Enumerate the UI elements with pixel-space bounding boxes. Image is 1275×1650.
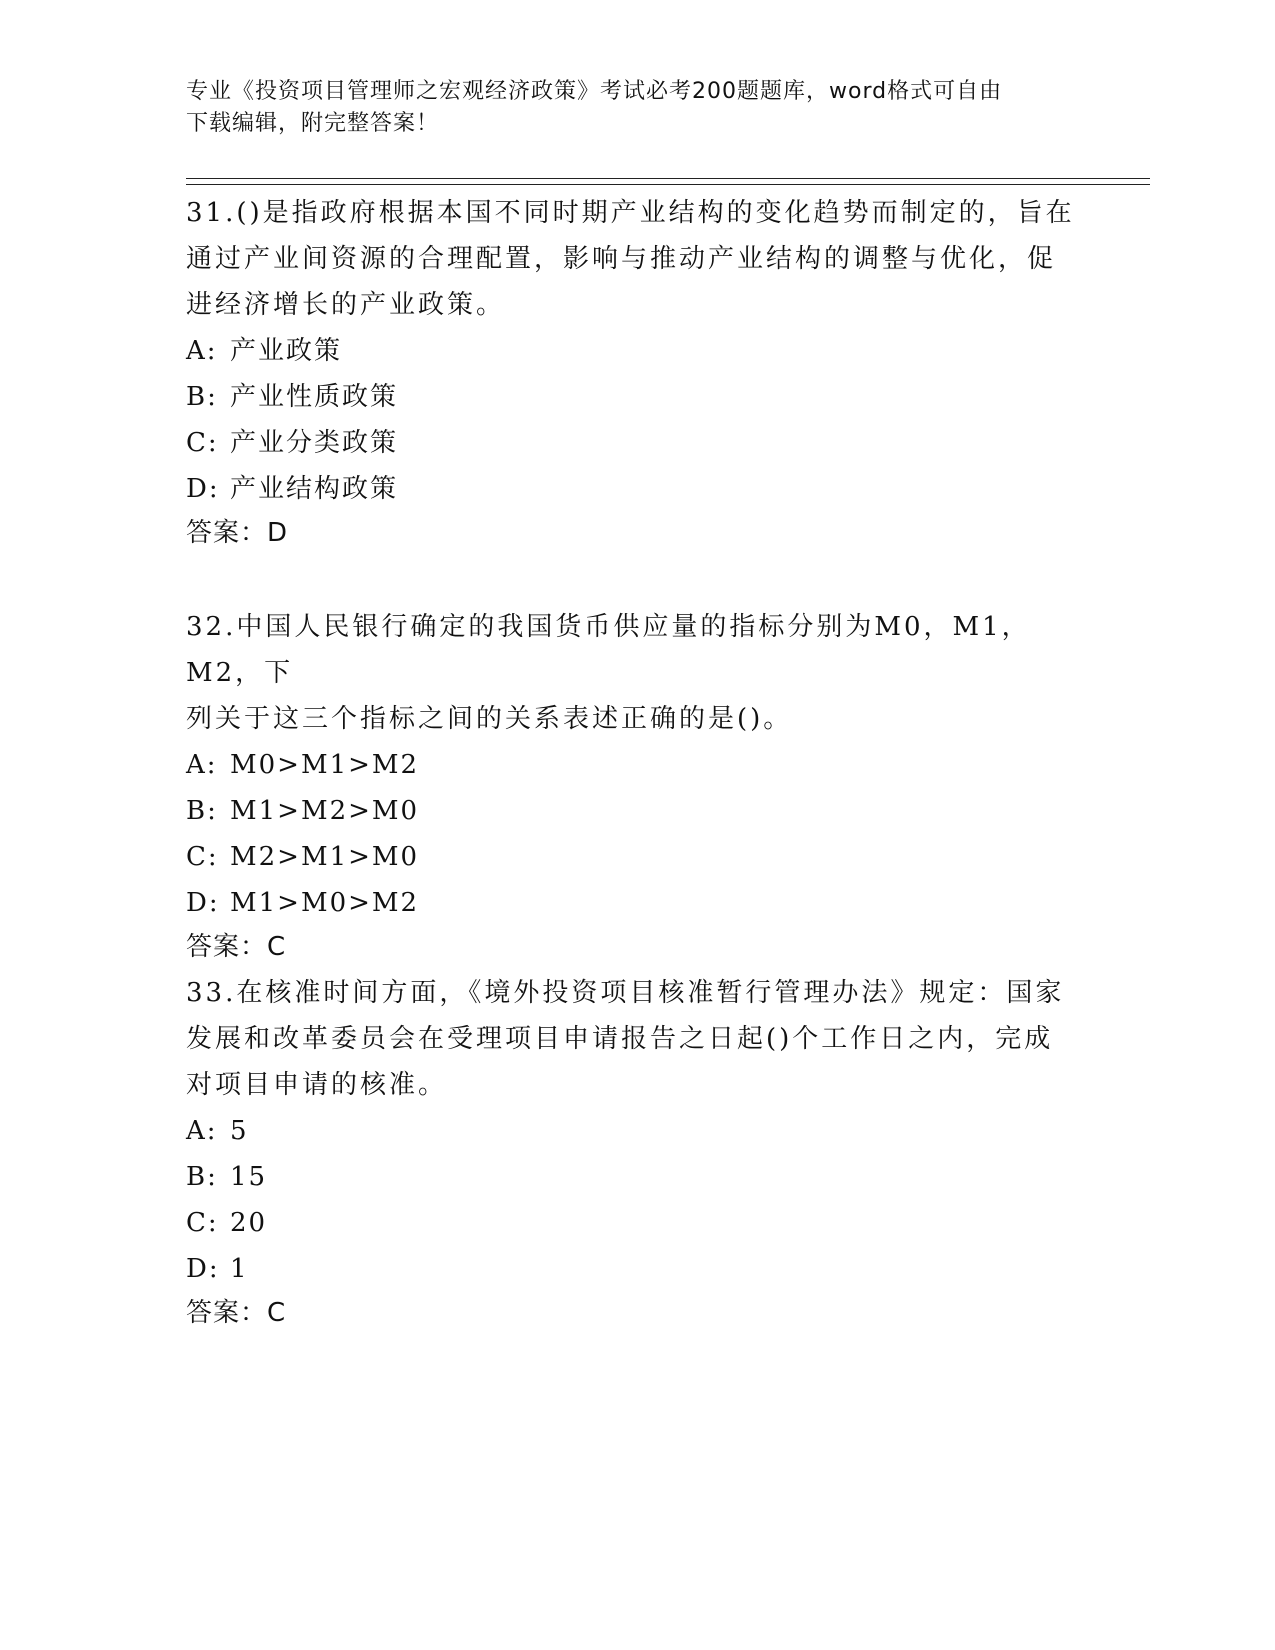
stem-line: 31.()是指政府根据本国不同时期产业结构的变化趋势而制定的，旨在 <box>186 198 1075 228</box>
option-text: M1>M0>M2 <box>230 888 420 918</box>
option-letter: A: <box>186 1116 218 1146</box>
option-letter: D: <box>186 888 220 918</box>
option-d <box>186 466 1086 512</box>
option-c <box>186 1200 1086 1246</box>
option-letter: C: <box>186 1208 219 1238</box>
option-d <box>186 880 1086 926</box>
option-a <box>186 328 1086 374</box>
option-text: 产业结构政策 <box>230 474 399 504</box>
option-text: 产业分类政策 <box>230 428 399 458</box>
stem-line: 32.中国人民银行确定的我国货币供应量的指标分别为M0，M1，M2，下 <box>186 612 1031 688</box>
option-letter: B: <box>186 382 218 412</box>
option-text: M1>M2>M0 <box>230 796 420 826</box>
question-stem <box>186 604 1086 742</box>
option-a <box>186 1108 1086 1154</box>
answer: 答案：D <box>186 518 289 548</box>
question-stem <box>186 970 1086 1108</box>
option-a <box>186 742 1086 788</box>
document-header <box>186 76 1066 140</box>
header-line-1: 专业《投资项目管理师之宏观经济政策》考试必考200题题库，word格式可自由 <box>186 79 1003 104</box>
answer: 答案：C <box>186 1298 287 1328</box>
option-letter: A: <box>186 750 218 780</box>
option-letter: D: <box>186 474 220 504</box>
option-letter: B: <box>186 1162 218 1192</box>
answer: 答案：C <box>186 932 287 962</box>
option-letter: D: <box>186 1254 220 1284</box>
option-b <box>186 788 1086 834</box>
option-letter: A: <box>186 336 218 366</box>
option-text: M0>M1>M2 <box>230 750 420 780</box>
option-letter: C: <box>186 428 219 458</box>
option-text: 产业政策 <box>230 336 343 366</box>
question-32 <box>186 604 1086 968</box>
stem-line: 列关于这三个指标之间的关系表述正确的是()。 <box>186 704 793 734</box>
stem-line: 进经济增长的产业政策。 <box>186 290 506 320</box>
option-letter: B: <box>186 796 218 826</box>
header-line-2: 下载编辑，附完整答案！ <box>186 111 440 136</box>
question-stem <box>186 190 1086 328</box>
option-letter: C: <box>186 842 219 872</box>
option-text: 15 <box>230 1162 268 1192</box>
option-text: M2>M1>M0 <box>230 842 420 872</box>
option-d <box>186 1246 1086 1292</box>
option-text: 5 <box>230 1116 249 1146</box>
stem-line: 发展和改革委员会在受理项目申请报告之日起()个工作日之内，完成 <box>186 1024 1054 1054</box>
stem-line: 通过产业间资源的合理配置，影响与推动产业结构的调整与优化，促 <box>186 244 1057 274</box>
option-text: 产业性质政策 <box>230 382 399 412</box>
header-divider-bottom <box>186 184 1150 185</box>
option-c <box>186 420 1086 466</box>
option-c <box>186 834 1086 880</box>
option-b <box>186 1154 1086 1200</box>
header-divider-top <box>186 178 1150 179</box>
question-33 <box>186 970 1086 1334</box>
option-text: 20 <box>230 1208 268 1238</box>
option-text: 1 <box>230 1254 249 1284</box>
question-31 <box>186 190 1086 554</box>
stem-line: 33.在核准时间方面，《境外投资项目核准暂行管理办法》规定：国家 <box>186 978 1065 1008</box>
option-b <box>186 374 1086 420</box>
stem-line: 对项目申请的核准。 <box>186 1070 448 1100</box>
